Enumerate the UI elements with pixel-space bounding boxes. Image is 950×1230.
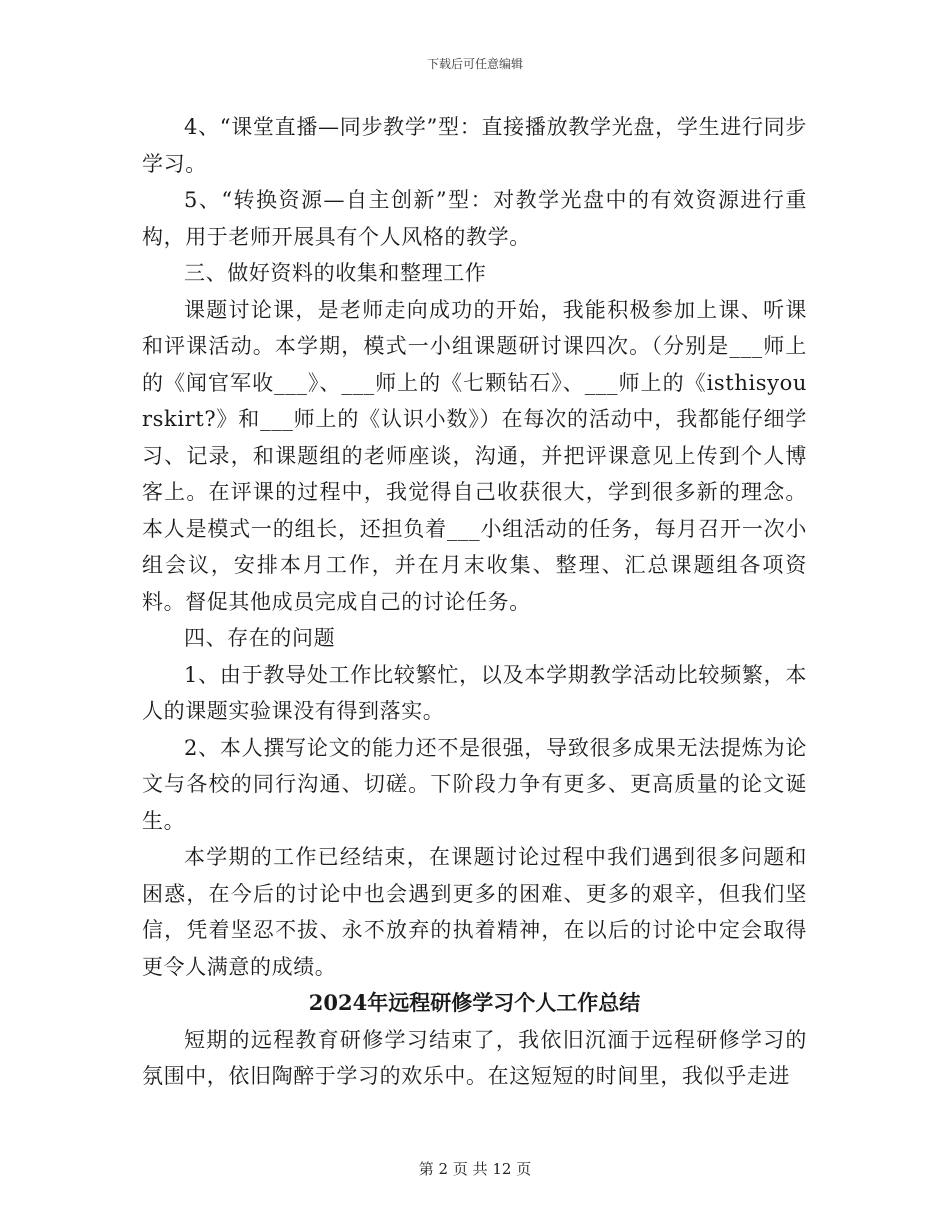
paragraph-conclusion: 本学期的工作已经结束，在课题讨论过程中我们遇到很多问题和困惑，在今后的讨论中也会遇到更多的困难、更多的艰辛，但我们坚信，凭着坚忍不拔、永不放弃的执着精神，在以后的讨论中定会取得更令人满意的成绩。 (142, 845, 807, 979)
section-heading-problems: 四、存在的问题 (184, 626, 336, 650)
paragraph-item-5: 5、“转换资源—自主创新”型：对教学光盘中的有效资源进行重构，用于老师开展具有个人风格的教学。 (142, 188, 807, 249)
section-heading-materials: 三、做好资料的收集和整理工作 (184, 261, 487, 285)
paragraph-problem-1: 1、由于教导处工作比较繁忙，以及本学期教学活动比较频繁，本人的课题实验课没有得到落实。 (142, 662, 807, 723)
paragraph-intro: 短期的远程教育研修学习结束了，我依旧沉湎于远程研修学习的氛围中，依旧陶醉于学习的欢乐中。在这短短的时间里，我似乎走进 (142, 1027, 807, 1088)
document-body (142, 109, 807, 1095)
page-footer: 第 2 页 共 12 页 (418, 1160, 532, 1178)
page-header: 下载后可任意编辑 (426, 57, 523, 71)
section-title: 2024年远程研修学习个人工作总结 (308, 990, 641, 1015)
paragraph-research-lessons: 课题讨论课，是老师走向成功的开始，我能积极参加上课、听课和评课活动。本学期，模式一小组课题研讨课四次。（分别是___师上的《闻官军收___》、___师上的《七颗钻石》、___师上的《isthisyourskirt?》和___师上的《认识小数》）在每次的活动中，我都能仔细学习、记录，和课题组的老师座谈，沟通，并把评课意见上传到个人博客上。在评课的过程中，我觉得自己收获很大，学到很多新的理念。本人是模式一的组长，还担负着___小组活动的任务，每月召开一次小组会议，安排本月工作，并在月末收集、整理、汇总课题组各项资料。督促其他成员完成自己的讨论任务。 (142, 297, 807, 614)
paragraph-item-4: 4、“课堂直播—同步教学”型：直接播放教学光盘，学生进行同步学习。 (142, 115, 807, 176)
paragraph-problem-2: 2、本人撰写论文的能力还不是很强，导致很多成果无法提炼为论文与各校的同行沟通、切磋。下阶段力争有更多、更高质量的论文诞生。 (142, 735, 807, 833)
